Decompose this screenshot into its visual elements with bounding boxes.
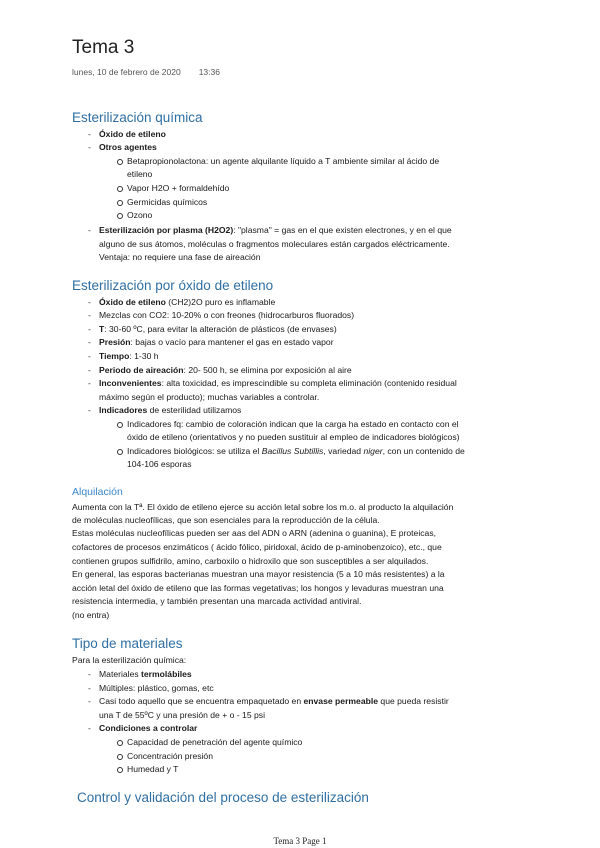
page-footer: Tema 3 Page 1	[273, 836, 327, 846]
paragraph-line: Estas moléculas nucleofílicas pueden ser aas del ADN o ARN (adenina o guanina), E proteicas,	[72, 528, 437, 538]
bullet-dash: -	[88, 405, 91, 415]
list-item: Capacidad de penetración del agente químico	[127, 737, 303, 747]
list-item: Tiempo: 1-30 h	[99, 351, 159, 361]
list-item: Casi todo aquello que se encuentra empaquetado en envase permeable que pueda resistir	[99, 696, 449, 706]
list-item: Mezclas con CO2: 10-20% o con freones (hidrocarburos fluorados)	[99, 310, 355, 320]
bullet-dash: -	[88, 324, 91, 334]
bullet-dash: -	[88, 696, 91, 706]
bullet-dash: -	[88, 337, 91, 347]
list-item: Concentración presión	[127, 751, 213, 761]
list-item: Periodo de aireación: 20- 500 h, se elimina por exposición al aire	[99, 365, 352, 375]
bullet-dash: -	[88, 225, 91, 235]
heading-oxido-etileno: Esterilización por óxido de etileno	[72, 278, 274, 293]
paragraph-line: contienen grupos sulfidrilo, amino, carboxilo o hidroxilo que son susceptibles a ser alquilados.	[72, 556, 429, 566]
paragraph-line: acción letal del óxido de etileno que las formas vegetativas; los hongos y levaduras muestran una	[72, 583, 444, 593]
time-text: 13:36	[198, 67, 220, 77]
bullet-dash: -	[88, 351, 91, 361]
bullet-dash: -	[88, 297, 91, 307]
list-item-cont: alguno de sus átomos, moléculas o fragmentos moleculares están cargados eléctricamente.	[99, 239, 450, 249]
bullet-dash: -	[88, 142, 91, 152]
list-item: Germicidas químicos	[127, 197, 208, 207]
heading-tipo-materiales: Tipo de materiales	[72, 636, 183, 651]
bullet-circle	[117, 422, 123, 428]
paragraph-line: cofactores de procesos enzimáticos ( ácido fólico, piridoxal, ácido de p-aminobenzoico), etc., que	[72, 542, 442, 552]
list-item: Betapropionolactona: un agente alquilante líquido a T ambiente similar al ácido de	[127, 156, 440, 166]
list-item-cont: óxido de etileno (orientativos y no pueden sustituir al empleo de indicadores biológicos)	[127, 432, 460, 442]
list-item: Múltiples: plástico, gomas, etc	[99, 683, 214, 693]
list-item: Otros agentes	[99, 142, 157, 152]
bullet-circle	[117, 159, 123, 165]
list-item: Indicadores biológicos: se utiliza el Bacillus Subtillis, variedad niger, con un contenido de	[127, 446, 465, 456]
heading-esterilizacion-quimica: Esterilización química	[72, 110, 203, 125]
list-item: T: 30-60 ºC, para evitar la alteración de plásticos (de envases)	[99, 324, 337, 334]
list-item: Indicadores de esterilidad utilizamos	[99, 405, 242, 415]
paragraph-line: de moléculas nucleofílicas, que son esenciales para la reproducción de la célula.	[72, 515, 380, 525]
paragraph-line: resistencia intermedia, y también presentan una marcada actividad antiviral.	[72, 596, 362, 606]
list-item-cont: una T de 55ºC y una presión de + o - 15 psi	[99, 710, 265, 720]
list-item-cont: máximo según el producto); muchas variables a controlar.	[99, 392, 320, 402]
date-text: lunes, 10 de febrero de 2020	[72, 67, 181, 77]
bullet-circle	[117, 200, 123, 206]
paragraph-line: (no entra)	[72, 610, 110, 620]
list-item-cont: Ventaja: no requiere una fase de aireación	[99, 252, 261, 262]
list-item: Vapor H2O + formaldehído	[127, 183, 230, 193]
bullet-circle	[117, 754, 123, 760]
page-date	[72, 67, 238, 77]
list-item-cont: etileno	[127, 169, 153, 179]
page-title: Tema 3	[72, 37, 135, 58]
bullet-circle	[117, 186, 123, 192]
bullet-dash: -	[88, 723, 91, 733]
list-item: Inconvenientes: alta toxicidad, es imprescindible su completa eliminación (contenido residual	[99, 378, 457, 388]
list-item: Esterilización por plasma (H2O2): "plasma" = gas en el que existen electrones, y en el que	[99, 225, 452, 235]
list-item: Indicadores fq: cambio de coloración indican que la carga ha estado en contacto con el	[127, 419, 459, 429]
list-item: Ozono	[127, 210, 153, 220]
list-item-cont: 104-106 esporas	[127, 459, 192, 469]
list-item: Condiciones a controlar	[99, 723, 198, 733]
bullet-dash: -	[88, 683, 91, 693]
list-item: Presión: bajas o vacío para mantener el gas en estado vapor	[99, 337, 334, 347]
bullet-dash: -	[88, 378, 91, 388]
list-item: Humedad y T	[127, 764, 179, 774]
heading-control-validacion: Control y validación del proceso de esterilización	[77, 790, 369, 805]
bullet-circle	[117, 449, 123, 455]
paragraph-line: En general, las esporas bacterianas muestran una mayor resistencia (5 a 10 más resistentes) a la	[72, 569, 445, 579]
bullet-dash: -	[88, 310, 91, 320]
paragraph-line: Para la esterilización química:	[72, 655, 187, 665]
bullet-dash: -	[88, 129, 91, 139]
bullet-dash: -	[88, 365, 91, 375]
bullet-dash: -	[88, 669, 91, 679]
heading-alquilacion: Alquilación	[72, 486, 123, 498]
list-item: Materiales termolábiles	[99, 669, 192, 679]
list-item: Óxido de etileno (CH2)2O puro es inflamable	[99, 297, 276, 307]
bullet-circle	[117, 767, 123, 773]
bullet-circle	[117, 740, 123, 746]
bullet-circle	[117, 213, 123, 219]
paragraph-line: Aumenta con la Tª. El óxido de etileno ejerce su acción letal sobre los m.o. al producto la alquilación	[72, 502, 454, 512]
list-item: Óxido de etileno	[99, 129, 166, 139]
